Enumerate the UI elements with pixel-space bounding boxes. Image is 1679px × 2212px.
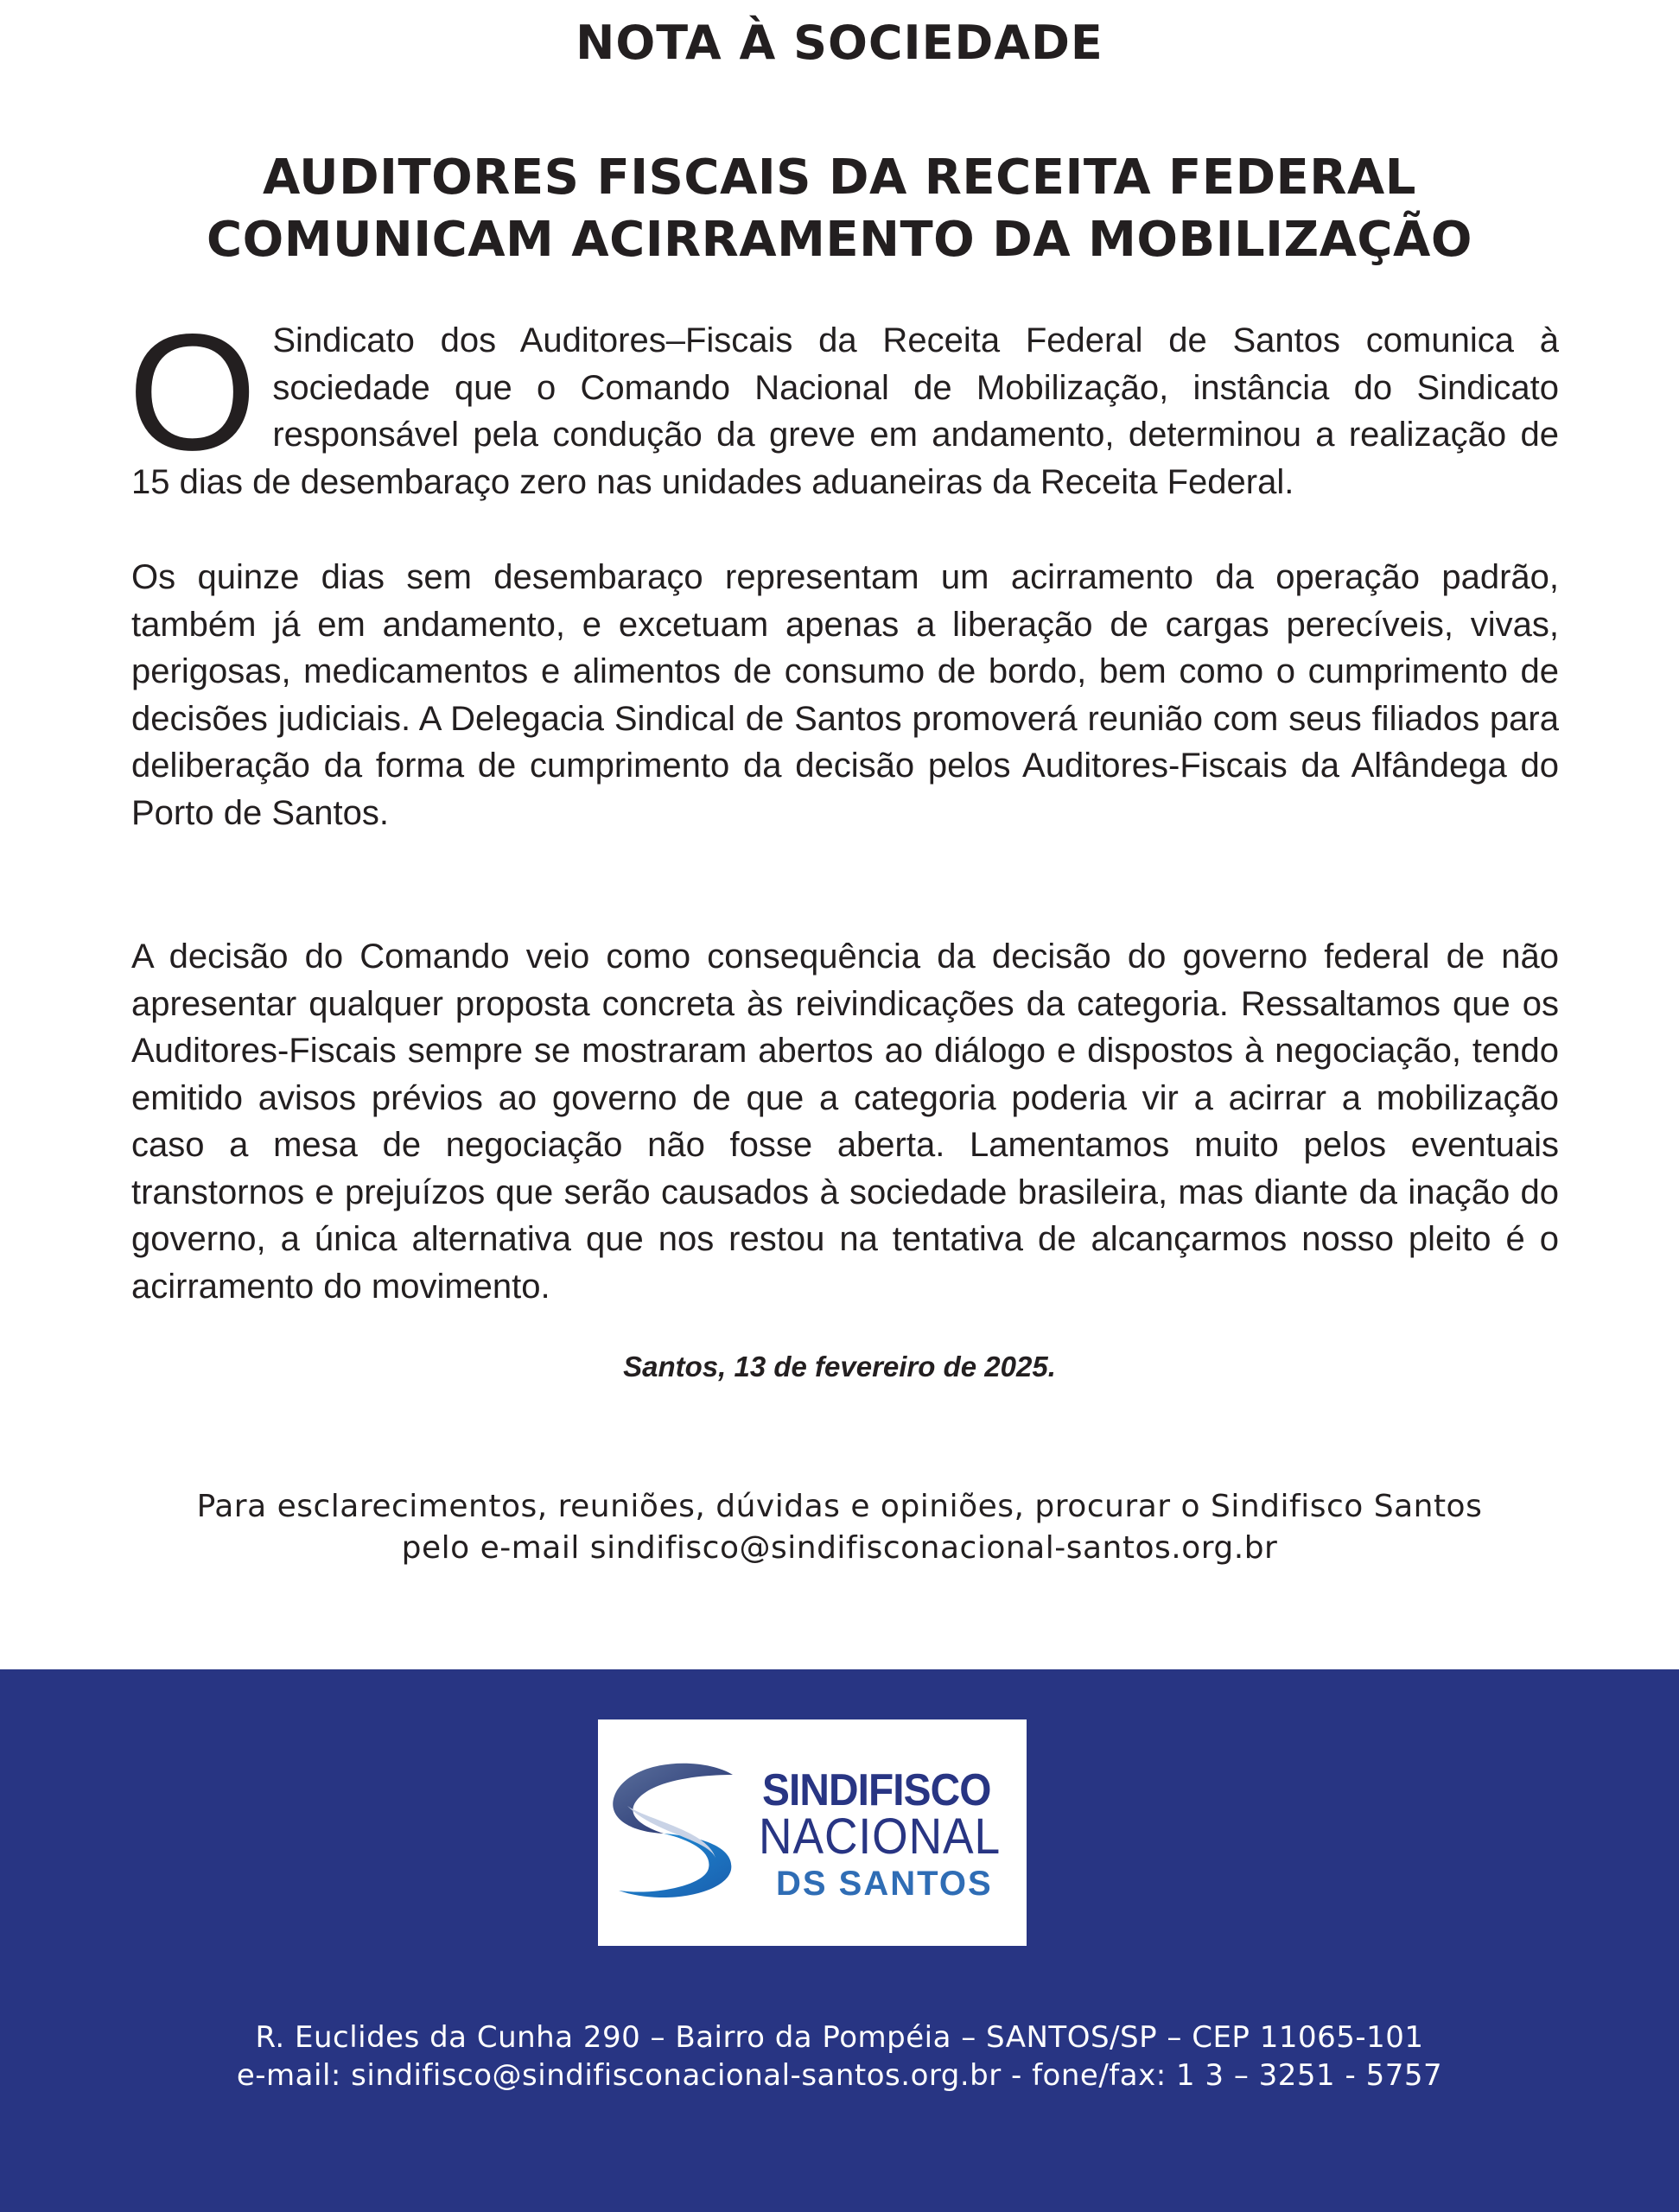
footer-address-line-2: e-mail: sindifisco@sindifisconacional-santos.org.br - fone/fax: 1 3 – 3251 - 5757 [236,2058,1443,2093]
headline [0,147,1679,271]
footer-banner [0,1669,1679,2212]
headline-line-2: COMUNICAM ACIRRAMENTO DA MOBILIZAÇÃO [207,212,1472,268]
logo-text-nacional: NACIONAL [759,1808,1002,1865]
paragraph-3: A decisão do Comando veio como consequência da decisão do governo federal de não apresentar qualquer proposta concreta às reivindicações da categoria. Ressaltamos que os Auditores-Fiscais sempre se mostraram abertos ao diálogo e dispostos à negociação, tendo emitido avisos prévios ao governo de que a categoria poderia vir a acirrar a mobilização caso a mesa de negociação não fosse aberta. Lamentamos muito pelos eventuais transtornos e prejuízos que serão causados à sociedade brasileira, mas diante da inação do governo, a única alternativa que nos restou na tentativa de alcançarmos nosso pleito é o acirramento do movimento. [131,938,1559,1306]
paragraph-2: Os quinze dias sem desembaraço representam um acirramento da operação padrão, também já em andamento, e excetuam apenas a liberação de cargas perecíveis, vivas, perigosas, medicamentos e alimentos de consumo de bordo, bem como o cumprimento de decisões judiciais. A Delegacia Sindical de Santos promoverá reunião com seus filiados para deliberação da forma de cumprimento da decisão pelos Auditores-Fiscais da Alfândega do Porto de Santos. [131,558,1559,832]
logo-text-sindifisco: SINDIFISCO [762,1765,991,1815]
drop-cap: O [128,299,258,485]
headline-line-1: AUDITORES FISCAIS DA RECEITA FEDERAL [263,149,1416,206]
footer-address-line-1: R. Euclides da Cunha 290 – Bairro da Pompéia – SANTOS/SP – CEP 11065-101 [255,2020,1424,2055]
paragraph-1-text: Sindicato dos Auditores–Fiscais da Receita Federal de Santos comunica à sociedade que o Comando Nacional de Mobilização, instância do Sindicato responsável pela condução da greve em andamento, determinou a realização de 15 dias de desembaraço zero nas unidades aduaneiras da Receita Federal. [131,321,1559,501]
notice-label: NOTA À SOCIEDADE [576,16,1103,70]
logo-text-ds-santos: DS SANTOS [776,1865,993,1903]
signoff-date: Santos, 13 de fevereiro de 2025. [623,1351,1056,1382]
contact-line-2: pelo e-mail sindifisco@sindifisconacional-santos.org.br [401,1530,1278,1566]
contact-note [0,1486,1679,1569]
paragraph-1 [128,299,1559,505]
logo-s-icon [603,1756,750,1907]
sindifisco-logo [598,1719,1027,1946]
contact-line-1: Para esclarecimentos, reuniões, dúvidas e opiniões, procurar o Sindifisco Santos [196,1489,1483,1524]
footer-address [0,2018,1679,2094]
